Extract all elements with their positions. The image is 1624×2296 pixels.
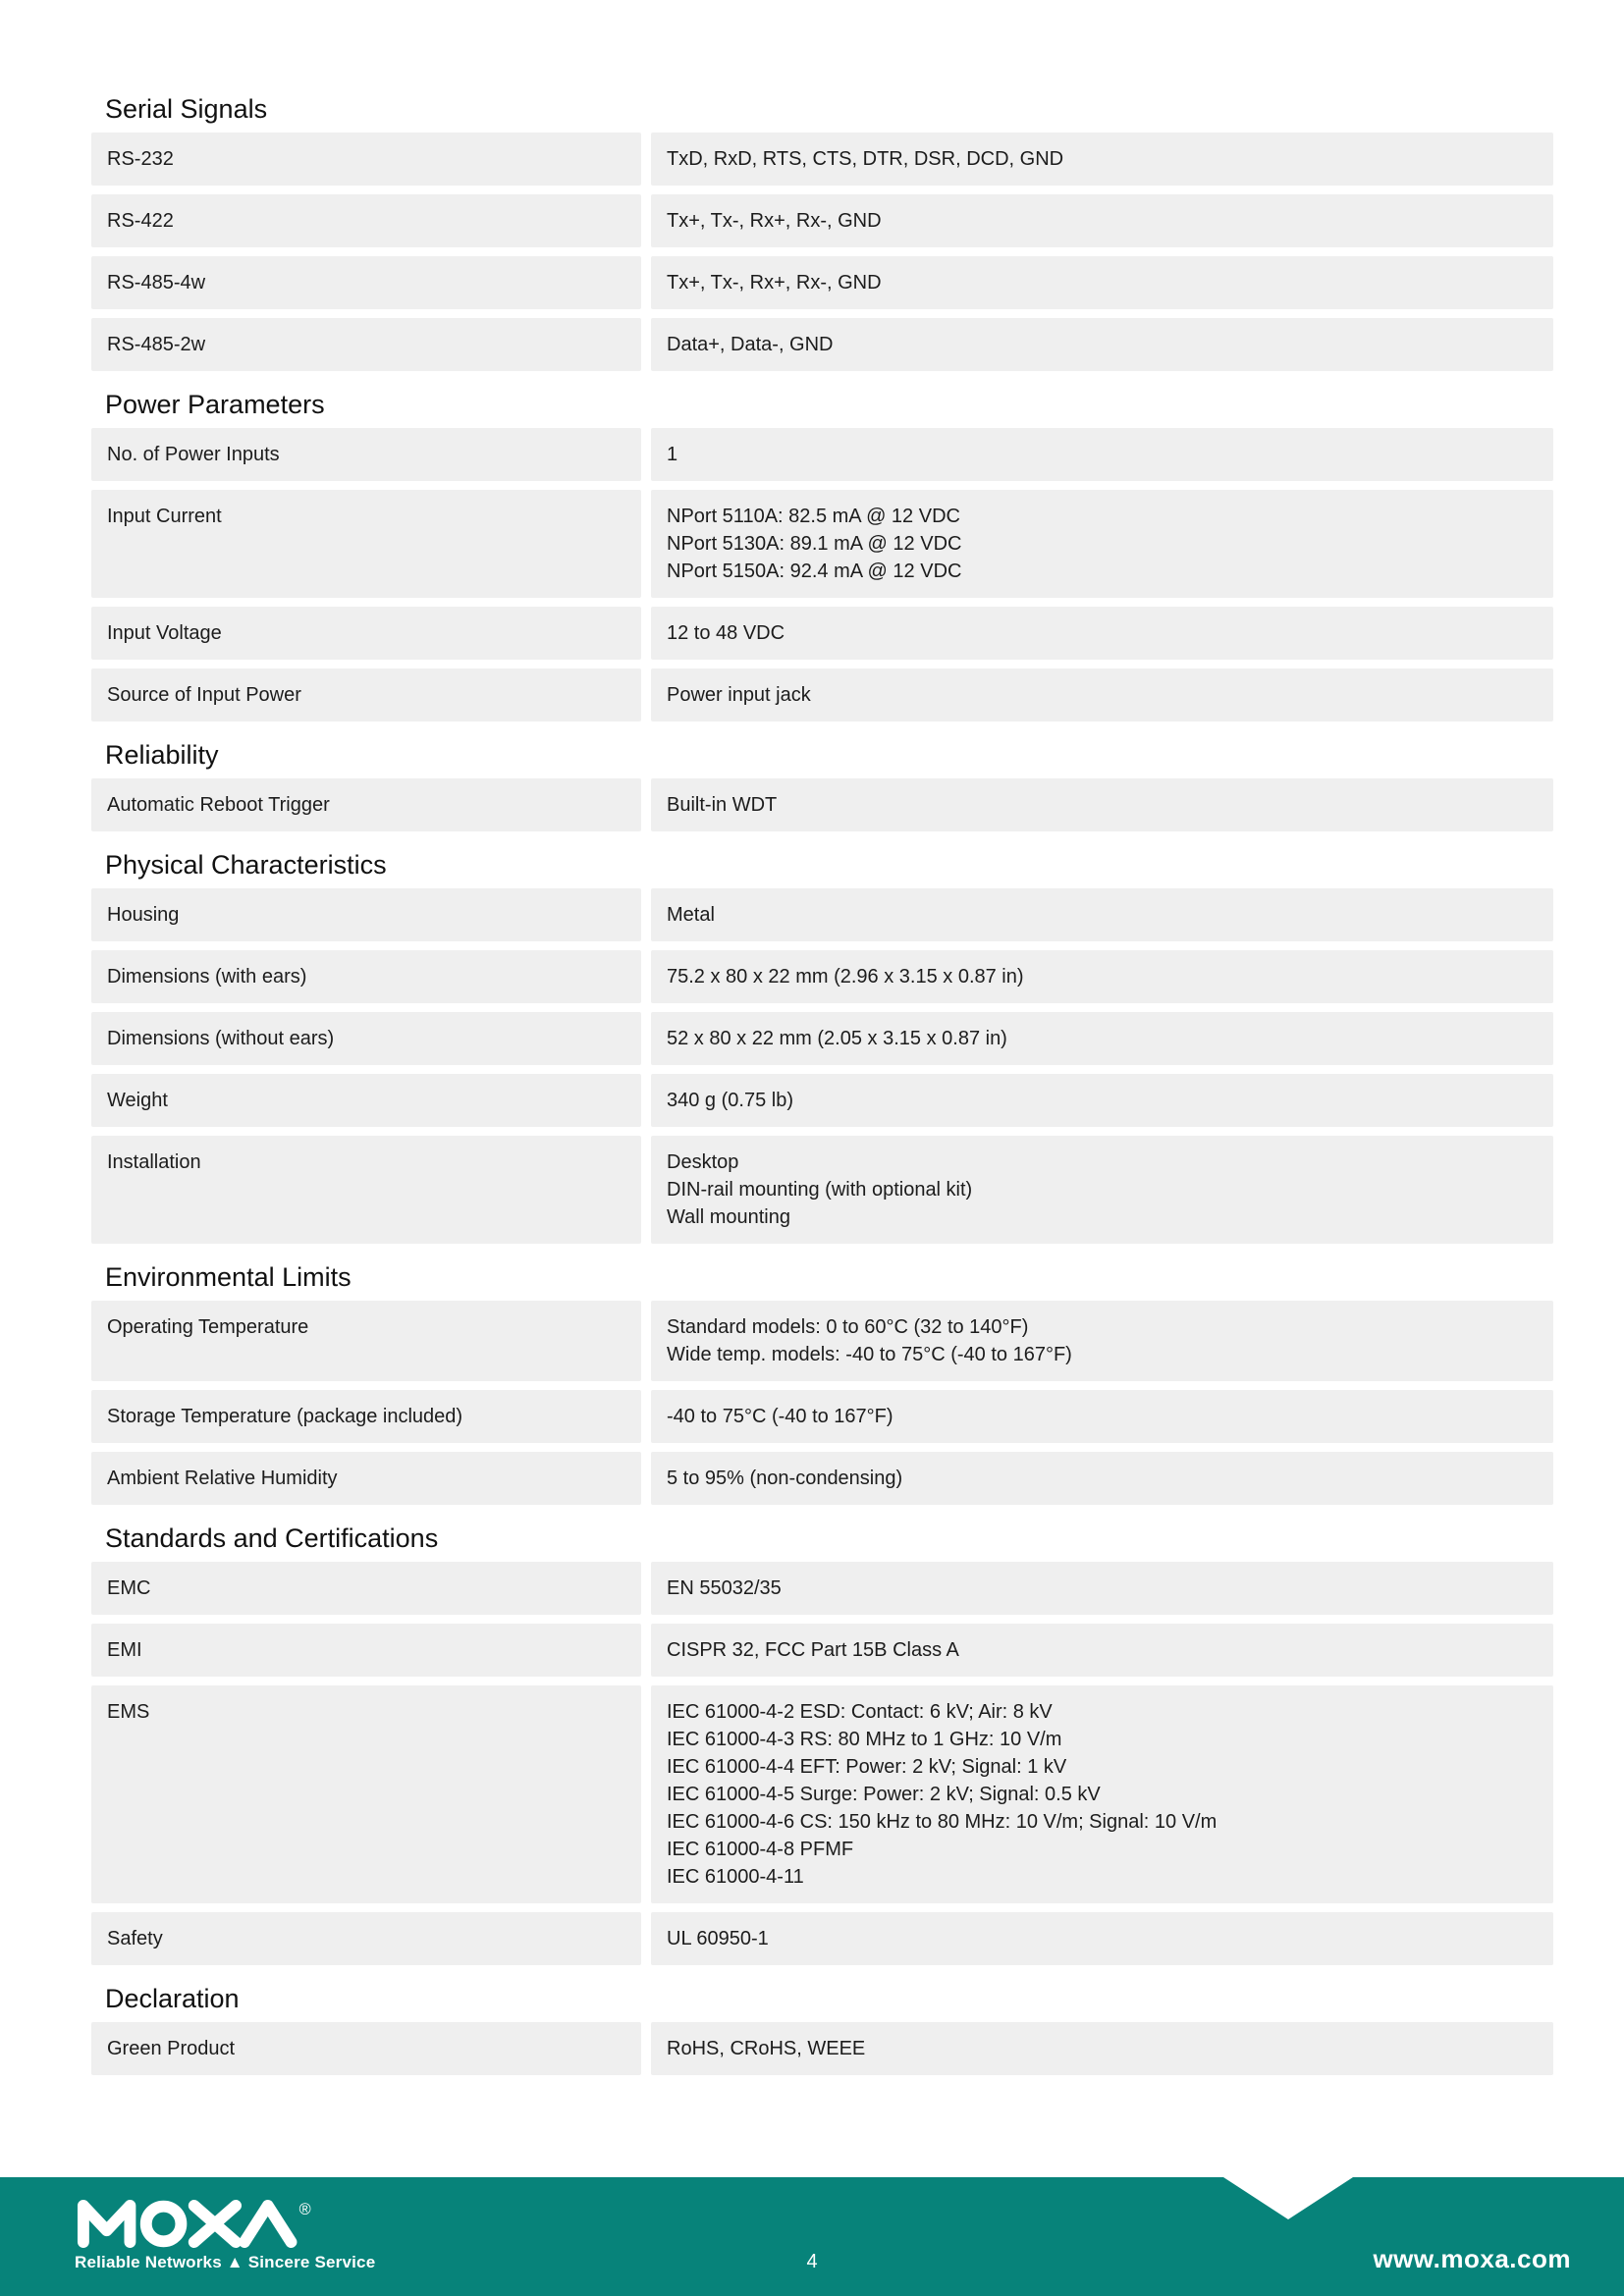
section-title: Standards and Certifications [105, 1523, 439, 1553]
spec-label: Ambient Relative Humidity [91, 1452, 641, 1505]
spec-value-line: UL 60950-1 [667, 1928, 769, 1949]
spec-label: Operating Temperature [91, 1301, 641, 1381]
spec-value-line: Standard models: 0 to 60°C (32 to 140°F) [667, 1316, 1029, 1338]
spec-value-line: IEC 61000-4-8 PFMF [667, 1839, 854, 1860]
spec-row [91, 1562, 1553, 1615]
spec-value-line: 5 to 95% (non-condensing) [667, 1468, 903, 1489]
spec-value-line: -40 to 75°C (-40 to 167°F) [667, 1406, 893, 1427]
spec-value [651, 1012, 1553, 1065]
spec-section [91, 93, 1553, 371]
section-title: Declaration [105, 1984, 240, 2013]
spec-row [91, 668, 1553, 721]
section-title: Environmental Limits [105, 1262, 352, 1292]
spec-value [651, 1624, 1553, 1677]
section-title: Reliability [105, 740, 219, 770]
spec-value [651, 1912, 1553, 1965]
spec-value-line: 340 g (0.75 lb) [667, 1090, 793, 1111]
spec-value [651, 1452, 1553, 1505]
spec-table [91, 93, 1553, 2084]
spec-row [91, 1136, 1553, 1244]
page-number: 4 [806, 2251, 818, 2272]
spec-value [651, 133, 1553, 186]
spec-value [651, 888, 1553, 941]
spec-section [91, 1983, 1553, 2075]
spec-value [651, 1562, 1553, 1615]
spec-value-line: IEC 61000-4-2 ESD: Contact: 6 kV; Air: 8 kV [667, 1701, 1053, 1723]
spec-row [91, 888, 1553, 941]
spec-value-line: Tx+, Tx-, Rx+, Rx-, GND [667, 272, 882, 294]
spec-value [651, 1074, 1553, 1127]
spec-label: EMS [91, 1685, 641, 1903]
spec-label: RS-422 [91, 194, 641, 247]
spec-value [651, 2022, 1553, 2075]
spec-row [91, 194, 1553, 247]
spec-row [91, 607, 1553, 660]
spec-value-line: Tx+, Tx-, Rx+, Rx-, GND [667, 210, 882, 232]
spec-value [651, 607, 1553, 660]
spec-label: Installation [91, 1136, 641, 1244]
spec-value-line: NPort 5110A: 82.5 mA @ 12 VDC [667, 506, 960, 527]
spec-label: Green Product [91, 2022, 641, 2075]
spec-value-line: Power input jack [667, 684, 811, 706]
spec-label: Source of Input Power [91, 668, 641, 721]
spec-section [91, 739, 1553, 831]
spec-label: EMI [91, 1624, 641, 1677]
spec-value-line: RoHS, CRoHS, WEEE [667, 2038, 866, 2059]
moxa-tagline: Reliable Networks ▲ Sincere Service [75, 2253, 376, 2271]
spec-label: No. of Power Inputs [91, 428, 641, 481]
spec-value-line: Data+, Data-, GND [667, 334, 834, 355]
spec-sections [91, 93, 1553, 2075]
spec-label: Input Voltage [91, 607, 641, 660]
spec-value-line: Wide temp. models: -40 to 75°C (-40 to 167°F) [667, 1344, 1072, 1365]
spec-value-line: 75.2 x 80 x 22 mm (2.96 x 3.15 x 0.87 in) [667, 966, 1024, 988]
spec-value-line: IEC 61000-4-11 [667, 1866, 804, 1888]
spec-value [651, 668, 1553, 721]
page-footer [0, 2177, 1624, 2296]
spec-value-line: Desktop [667, 1151, 739, 1173]
spec-label: Input Current [91, 490, 641, 598]
spec-row [91, 133, 1553, 186]
spec-label: RS-485-4w [91, 256, 641, 309]
moxa-wordmark-icon [75, 2197, 315, 2248]
spec-value-line: NPort 5130A: 89.1 mA @ 12 VDC [667, 533, 962, 555]
website-link[interactable]: www.moxa.com [1373, 2244, 1571, 2273]
spec-value-line: 52 x 80 x 22 mm (2.05 x 3.15 x 0.87 in) [667, 1028, 1007, 1049]
spec-label: RS-485-2w [91, 318, 641, 371]
spec-value-line: EN 55032/35 [667, 1577, 782, 1599]
section-title: Physical Characteristics [105, 850, 387, 880]
spec-value [651, 1301, 1553, 1381]
spec-section [91, 1261, 1553, 1505]
spec-value [651, 318, 1553, 371]
spec-value [651, 1685, 1553, 1903]
spec-row [91, 2022, 1553, 2075]
spec-value-line: Metal [667, 904, 715, 926]
spec-label: EMC [91, 1562, 641, 1615]
footer-notch [1223, 2177, 1353, 2219]
spec-row [91, 1301, 1553, 1381]
spec-row [91, 1012, 1553, 1065]
spec-value [651, 194, 1553, 247]
spec-label: Automatic Reboot Trigger [91, 778, 641, 831]
spec-value-line: NPort 5150A: 92.4 mA @ 12 VDC [667, 561, 962, 582]
spec-value-line: 1 [667, 444, 678, 465]
spec-label: Dimensions (without ears) [91, 1012, 641, 1065]
spec-label: Dimensions (with ears) [91, 950, 641, 1003]
spec-value-line: DIN-rail mounting (with optional kit) [667, 1179, 973, 1201]
spec-row [91, 1624, 1553, 1677]
spec-row [91, 318, 1553, 371]
spec-section [91, 389, 1553, 721]
spec-value [651, 428, 1553, 481]
spec-value [651, 490, 1553, 598]
spec-label: Weight [91, 1074, 641, 1127]
spec-value-line: CISPR 32, FCC Part 15B Class A [667, 1639, 959, 1661]
spec-value-line: Built-in WDT [667, 794, 778, 816]
section-title: Serial Signals [105, 94, 268, 124]
spec-section [91, 1522, 1553, 1965]
spec-value-line: IEC 61000-4-4 EFT: Power: 2 kV; Signal: 1 kV [667, 1756, 1067, 1778]
spec-section [91, 849, 1553, 1244]
spec-label: RS-232 [91, 133, 641, 186]
spec-row [91, 1074, 1553, 1127]
spec-label: Housing [91, 888, 641, 941]
spec-value [651, 778, 1553, 831]
spec-row [91, 778, 1553, 831]
spec-row [91, 950, 1553, 1003]
spec-row [91, 256, 1553, 309]
spec-row [91, 1390, 1553, 1443]
section-title: Power Parameters [105, 390, 325, 419]
spec-label: Safety [91, 1912, 641, 1965]
spec-value [651, 950, 1553, 1003]
spec-value-line: IEC 61000-4-5 Surge: Power: 2 kV; Signal: 0.5 kV [667, 1784, 1101, 1805]
spec-value-line: TxD, RxD, RTS, CTS, DTR, DSR, DCD, GND [667, 148, 1064, 170]
spec-row [91, 1912, 1553, 1965]
spec-value-line: Wall mounting [667, 1206, 790, 1228]
spec-value-line: IEC 61000-4-3 RS: 80 MHz to 1 GHz: 10 V/m [667, 1729, 1062, 1750]
spec-value [651, 1390, 1553, 1443]
spec-value-line: 12 to 48 VDC [667, 622, 785, 644]
registered-mark: ® [298, 2200, 311, 2218]
spec-value [651, 256, 1553, 309]
spec-row [91, 1452, 1553, 1505]
spec-row [91, 428, 1553, 481]
spec-value-line: IEC 61000-4-6 CS: 150 kHz to 80 MHz: 10 V/m; Signal: 10 V/m [667, 1811, 1218, 1833]
spec-row [91, 490, 1553, 598]
spec-row [91, 1685, 1553, 1903]
spec-value [651, 1136, 1553, 1244]
spec-label: Storage Temperature (package included) [91, 1390, 641, 1443]
